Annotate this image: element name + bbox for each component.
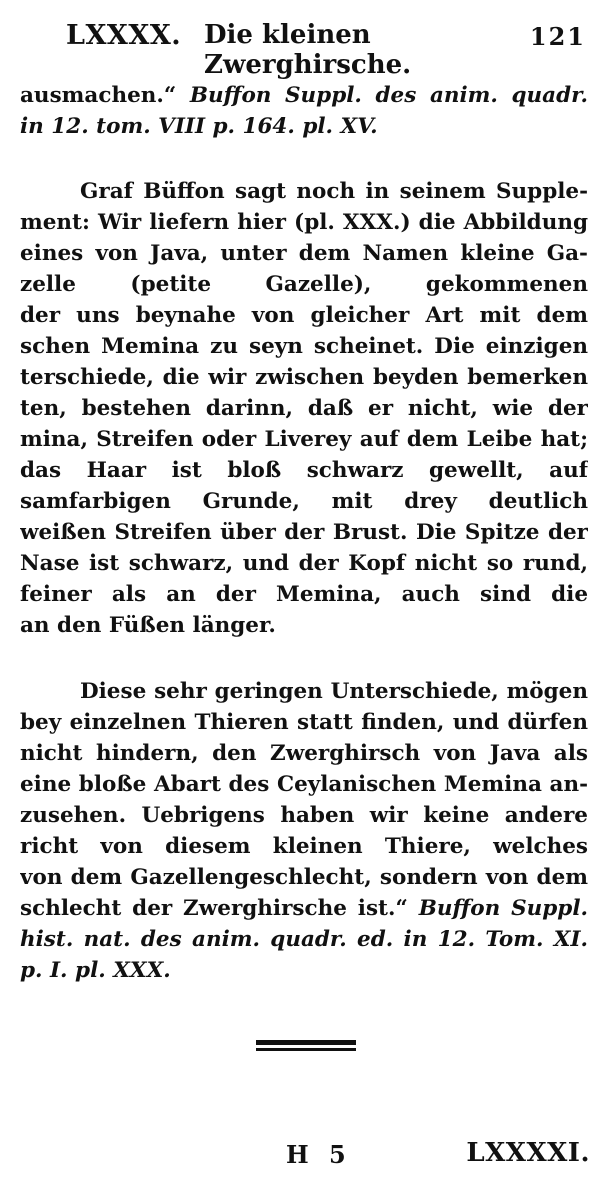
citation-top [20, 80, 588, 142]
running-header [66, 20, 586, 80]
citation-line [20, 955, 588, 986]
text-line: terschiede, die wir zwischen beyden bemerken [20, 365, 588, 390]
rule-thin-line [256, 1048, 356, 1051]
text-line: mina, Streifen oder Liverey auf dem Leibe hat; [20, 427, 588, 452]
text-fragment: schlecht der Zwerghirsche ist.“ [20, 896, 408, 921]
citation-line [20, 80, 588, 111]
citation-line [20, 111, 588, 142]
text-line: zelle (petite Gazelle), gekommenen [20, 272, 588, 297]
running-title: Die kleinen Zwerghirsche. [204, 20, 412, 80]
text-line: feiner als an der Memina, auch sind die [20, 582, 588, 607]
text-line: nicht hindern, den Zwerghirsch von Java als [20, 741, 588, 766]
text-line: zusehen. Uebrigens haben wir keine andere [20, 803, 588, 828]
text-line: weißen Streifen über der Brust. Die Spitze der [20, 520, 588, 545]
signature-mark: H 5 [286, 1140, 352, 1169]
citation-italic: hist. nat. des anim. quadr. ed. in 12. Tom. XI. [20, 927, 588, 952]
citation-italic: Buffon Suppl. [418, 896, 588, 921]
text-line: samfarbigen Grunde, mit drey deutlich [20, 489, 588, 514]
text-line: der uns beynahe von gleicher Art mit dem [20, 303, 588, 328]
paragraph-1 [20, 176, 588, 641]
citation-text: ausmachen.“ [20, 83, 177, 108]
text-line: eines von Java, unter dem Namen kleine Ga- [20, 241, 588, 266]
citation-italic: p. I. pl. XXX. [20, 958, 171, 983]
section-end-rule [256, 1040, 356, 1052]
text-line: Nase ist schwarz, und der Kopf nicht so rund, [20, 551, 588, 576]
text-line: Graf Büffon sagt noch in seinem Supple- [80, 179, 588, 204]
section-number: LXXXX. [66, 20, 182, 51]
text-line: an den Füßen länger. [20, 613, 276, 638]
paragraph-2 [20, 676, 588, 986]
text-line: eine bloße Abart des Ceylanischen Memina an- [20, 772, 588, 797]
text-line: Diese sehr geringen Unterschiede, mögen [80, 679, 588, 704]
text-line: ten, bestehen darinn, daß er nicht, wie der [20, 396, 588, 421]
page-number: 121 [529, 22, 586, 51]
citation-italic: in 12. tom. VIII p. 164. pl. XV. [20, 114, 378, 139]
text-line: ment: Wir liefern hier (pl. XXX.) die Abbildung [20, 210, 588, 235]
text-line: von dem Gazellengeschlecht, sondern von dem [20, 865, 588, 890]
text-line: bey einzelnen Thieren statt finden, und dürfen [20, 710, 588, 735]
catchword: LXXXXI. [466, 1138, 590, 1168]
citation-italic: Buffon Suppl. des anim. quadr. [189, 83, 588, 108]
text-line: schen Memina zu seyn scheinet. Die einzigen [20, 334, 588, 359]
citation-line [20, 924, 588, 955]
text-line [20, 893, 588, 924]
text-line: richt von diesem kleinen Thiere, welches [20, 834, 588, 859]
text-line: das Haar ist bloß schwarz gewellt, auf [20, 458, 588, 483]
